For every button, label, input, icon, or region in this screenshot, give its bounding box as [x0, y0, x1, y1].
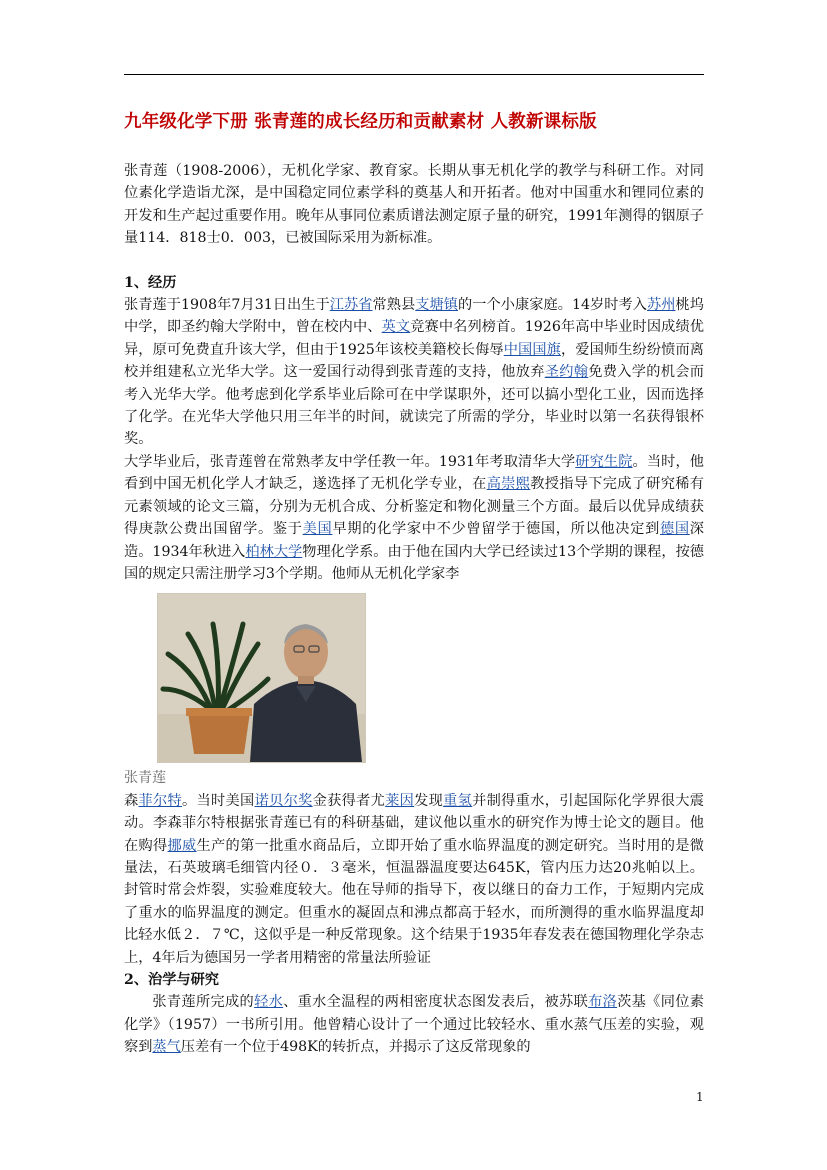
text-run: 生产的第一批重水商品后，立即开始了重水临界温度的测定研究。当时用的是微量法，石英玻璃毛细管内径０．３毫米，恒温器温度要达645K，管内压力达20兆帕以上。封管时常会炸裂，实验难度较大。他在导师的指导下，夜以继日的奋力工作，于短期内完成了重水的临界温度的测定。但重水的凝固点和沸点都高于轻水，而所测得的重水临界温度却比轻水低２．７℃，这似乎是一种反常现象。这个结果于1935年春发表在德国物理化学杂志上，4年后为德国另一学者用精密的常量法所验证: [124, 837, 704, 966]
text-run: 张青莲于1908年7月31日出生于: [124, 297, 330, 314]
page-number: 1: [696, 1090, 704, 1104]
text-run: 免费入学的机会而考入光华大学。他考虑到化学系毕业后除可在中学谋职外，还可以搞小型化工业，因而选择了化学。在光华大学他只用三年半的时间，就读完了所需的学分，毕业时以第一名获得银杯奖。: [124, 364, 704, 448]
text-run: 深造。1934年秋进入: [124, 521, 704, 560]
hyperlink[interactable]: 挪威: [167, 837, 197, 854]
text-run: 森: [124, 792, 139, 809]
portrait-photo: [157, 593, 366, 763]
section2-heading: 2、治学与研究: [124, 971, 219, 988]
text-run: 桃坞中学，即圣约翰大学附中，曾在校内中、: [124, 297, 704, 336]
text-run: 并制得重水，引起国际化学界很大震动。李森菲尔特根据张青莲已有的科研基础，建议他以重水的研究作为博士论文的题目。他在购得: [124, 792, 704, 854]
text-run: 压差有一个位于498K的转折点，并揭示了这反常现象的: [180, 1039, 531, 1056]
hyperlink[interactable]: 研究生院: [575, 453, 633, 470]
section1-heading: 1、经历: [124, 274, 177, 291]
hyperlink[interactable]: 中国国旗: [503, 341, 561, 358]
text-run: 发现: [414, 792, 444, 809]
hyperlink[interactable]: 圣约翰: [544, 364, 589, 381]
text-run: 教授指导下完成了研究稀有元素领域的论文三篇，分别为无机合成、分析鉴定和物化测量三个方面。最后以优异成绩获得庚款公费出国留学。鉴于: [124, 476, 704, 538]
text-run: 金获得者尤: [312, 792, 386, 809]
hyperlink[interactable]: 美国: [302, 521, 333, 538]
section1-paragraph-1: [124, 294, 704, 451]
text-run: 张青莲所完成的: [152, 994, 255, 1011]
hyperlink[interactable]: 诺贝尔奖: [254, 792, 313, 809]
hyperlink[interactable]: 蒸气: [152, 1039, 181, 1056]
hyperlink[interactable]: 柏林大学: [245, 543, 303, 560]
intro-paragraph: 张青莲（1908-2006），无机化学家、教育家。长期从事无机化学的教学与科研工作。对同位素化学造诣尤深，是中国稳定同位素学科的奠基人和开拓者。他对中国重水和锂同位素的开发和生产起过重要作用。晚年从事同位素质谱法测定原子量的研究，1991年测得的铟原子量114．818士0．003，已被国际采用为新标准。: [124, 163, 704, 247]
section2-paragraph-1: [124, 991, 704, 1058]
hyperlink[interactable]: 苏州: [647, 297, 676, 314]
text-run: 茨基《同位素化学》（1957）一书所引用。他曾精心设计了一个通过比较轻水、重水蒸气压差的实验，观察到: [124, 994, 704, 1056]
text-run: 物理化学系。由于他在国内大学已经读过13个学期的课程，按德国的规定只需注册学习3个学期。他师从无机化学家李: [124, 543, 704, 582]
hyperlink[interactable]: 布洛: [588, 994, 618, 1011]
portrait-illustration: [158, 594, 365, 762]
hyperlink[interactable]: 重氢: [443, 792, 473, 809]
text-run: 早期的化学家中不少曾留学于德国，所以他决定到: [332, 521, 660, 538]
section1-paragraph-3: [124, 790, 704, 969]
hyperlink[interactable]: 支塘镇: [415, 297, 458, 314]
text-run: 的一个小康家庭。14岁时考入: [458, 297, 648, 314]
text-run: ，爱国师生纷纷愤而离校并组建私立光华大学。这一爱国行动得到张青莲的支持，他放弃: [124, 341, 704, 381]
document-body: [124, 160, 704, 1059]
hyperlink[interactable]: 高崇熙: [486, 476, 531, 493]
hyperlink[interactable]: 菲尔特: [138, 792, 183, 809]
text-run: 。当时，他看到中国无机化学人才缺乏，遂选择了无机化学专业，在: [124, 453, 704, 493]
hyperlink[interactable]: 轻水: [254, 994, 284, 1011]
hyperlink[interactable]: 德国: [659, 521, 690, 538]
section1-paragraph-2: [124, 451, 704, 585]
text-run: 大学毕业后，张青莲曾在常熟孝友中学任教一年。1931年考取清华大学: [124, 453, 576, 470]
hyperlink[interactable]: 英文: [381, 319, 411, 336]
hyperlink[interactable]: 江苏省: [329, 297, 373, 314]
text-run: 。当时美国: [182, 792, 255, 809]
text-run: 竞赛中名列榜首。1926年高中毕业时因成绩优异，原可免费直升该大学，但由于1925年该校美籍校长侮辱: [124, 319, 704, 358]
photo-caption: 张青莲: [124, 770, 166, 787]
text-run: 常熟县: [372, 297, 416, 314]
hyperlink[interactable]: 莱因: [385, 792, 415, 809]
document-title: 九年级化学下册 张青莲的成长经历和贡献素材 人教新课标版: [124, 112, 597, 132]
header-rule: [124, 74, 704, 75]
text-run: 、重水全温程的两相密度状态图发表后，被苏联: [283, 994, 589, 1011]
